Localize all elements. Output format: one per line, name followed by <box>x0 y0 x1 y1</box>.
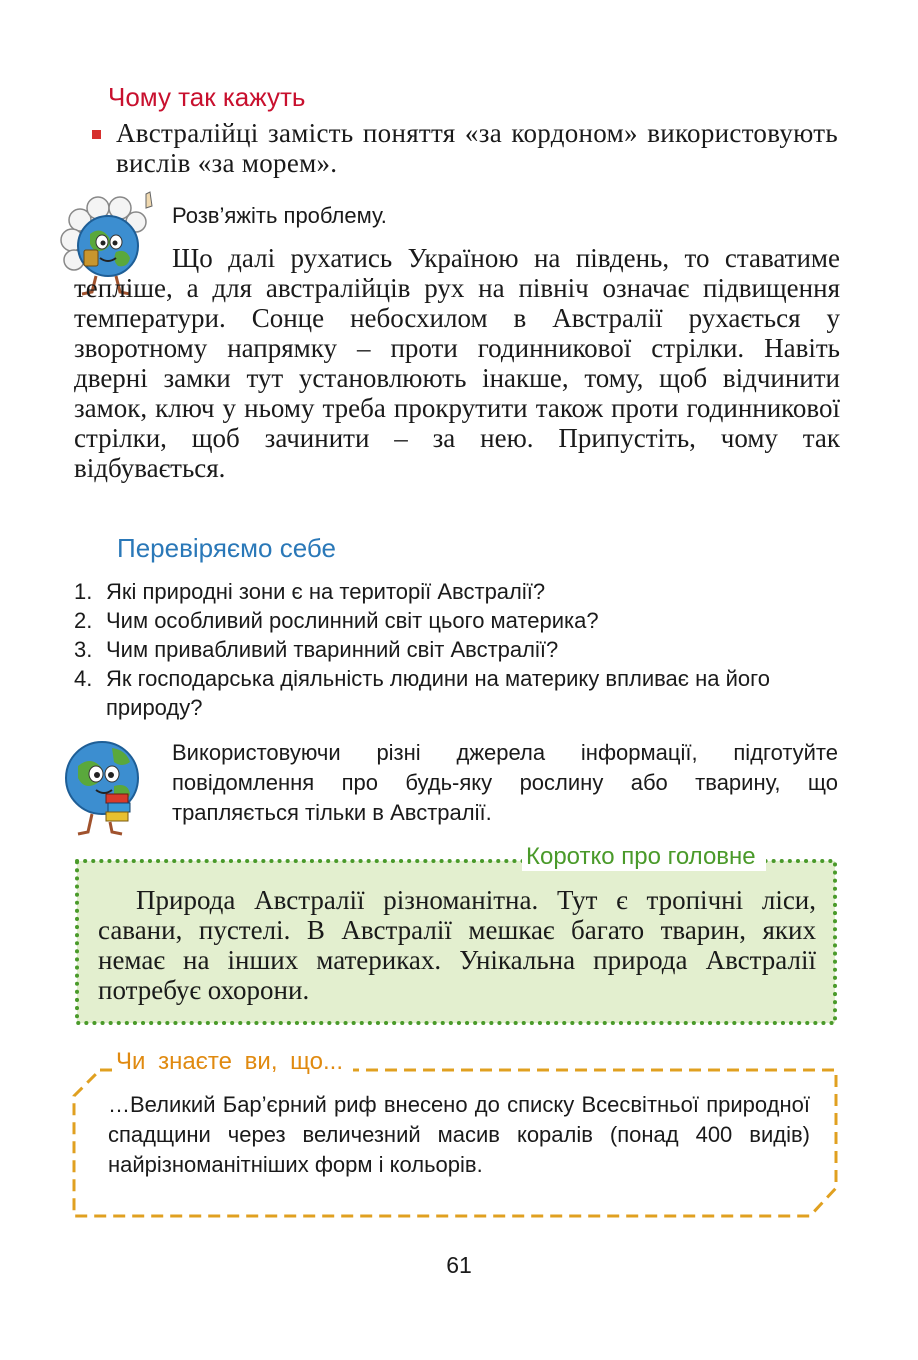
check-title: Перевіряємо себе <box>117 533 336 563</box>
questions-list <box>74 577 840 722</box>
did-you-know-title: Чи знаєте ви, що... <box>112 1048 353 1076</box>
page-number: 61 <box>446 1252 472 1278</box>
question-text: Як господарська діяльність людини на материку впливає на його природу? <box>106 666 770 720</box>
section-text-why: Австралійці замість поняття «за кордоном» використовують вислів «за морем». <box>116 118 838 178</box>
question-text: Чим особливий рослинний світ цього материка? <box>106 608 599 633</box>
question-item <box>74 606 840 635</box>
question-text: Чим привабливий тваринний світ Австралії? <box>106 637 559 662</box>
task-text: Використовуючи різні джерела інформації, підготуйте повідомлення про будь-яку рослину або тварину, що трапляється тільки в Австралії. <box>172 740 838 825</box>
question-item <box>74 635 840 664</box>
question-number: 4. <box>74 666 93 691</box>
question-text: Які природні зони є на території Австралії? <box>106 579 546 604</box>
did-you-know-text: …Великий Бар’єрний риф внесено до списку Всесвітньої природної спадщини через величезний масив коралів (понад 400 видів) найрізноманітніших форм і кольорів. <box>108 1092 810 1177</box>
bullet-icon <box>92 130 101 139</box>
question-item <box>74 664 840 722</box>
question-item <box>74 577 840 606</box>
summary-text: Природа Австралії різноманітна. Тут є тропічні ліси, савани, пустелі. В Австралії мешкає багато тварин, яких немає на інших материках. Унікальна природа Австралії потребує охорони. <box>98 885 816 1005</box>
question-number: 3. <box>74 637 93 662</box>
question-number: 1. <box>74 579 93 604</box>
summary-title: Коротко про головне <box>522 843 766 871</box>
problem-text: Що далі рухатись Україною на південь, то ставатиме тепліше, а для австралійців рух на північ означає підвищення температури. Сонце небосхилом в Австралії рухається у зворотному напрямку – проти годинникової стрілки. Навіть дверні замки тут установлюють інакше, тому, щоб відчинити замок, ключ у ньому треба прокрутити також проти годинникової стрілки, щоб зачинити – за нею. Припустіть, чому так відбувається. <box>74 243 840 483</box>
question-number: 2. <box>74 608 93 633</box>
section-title-why: Чому так кажуть <box>108 82 306 112</box>
problem-label: Розв’яжіть проблему. <box>172 203 387 228</box>
globe-mascot-books-icon <box>56 738 152 838</box>
